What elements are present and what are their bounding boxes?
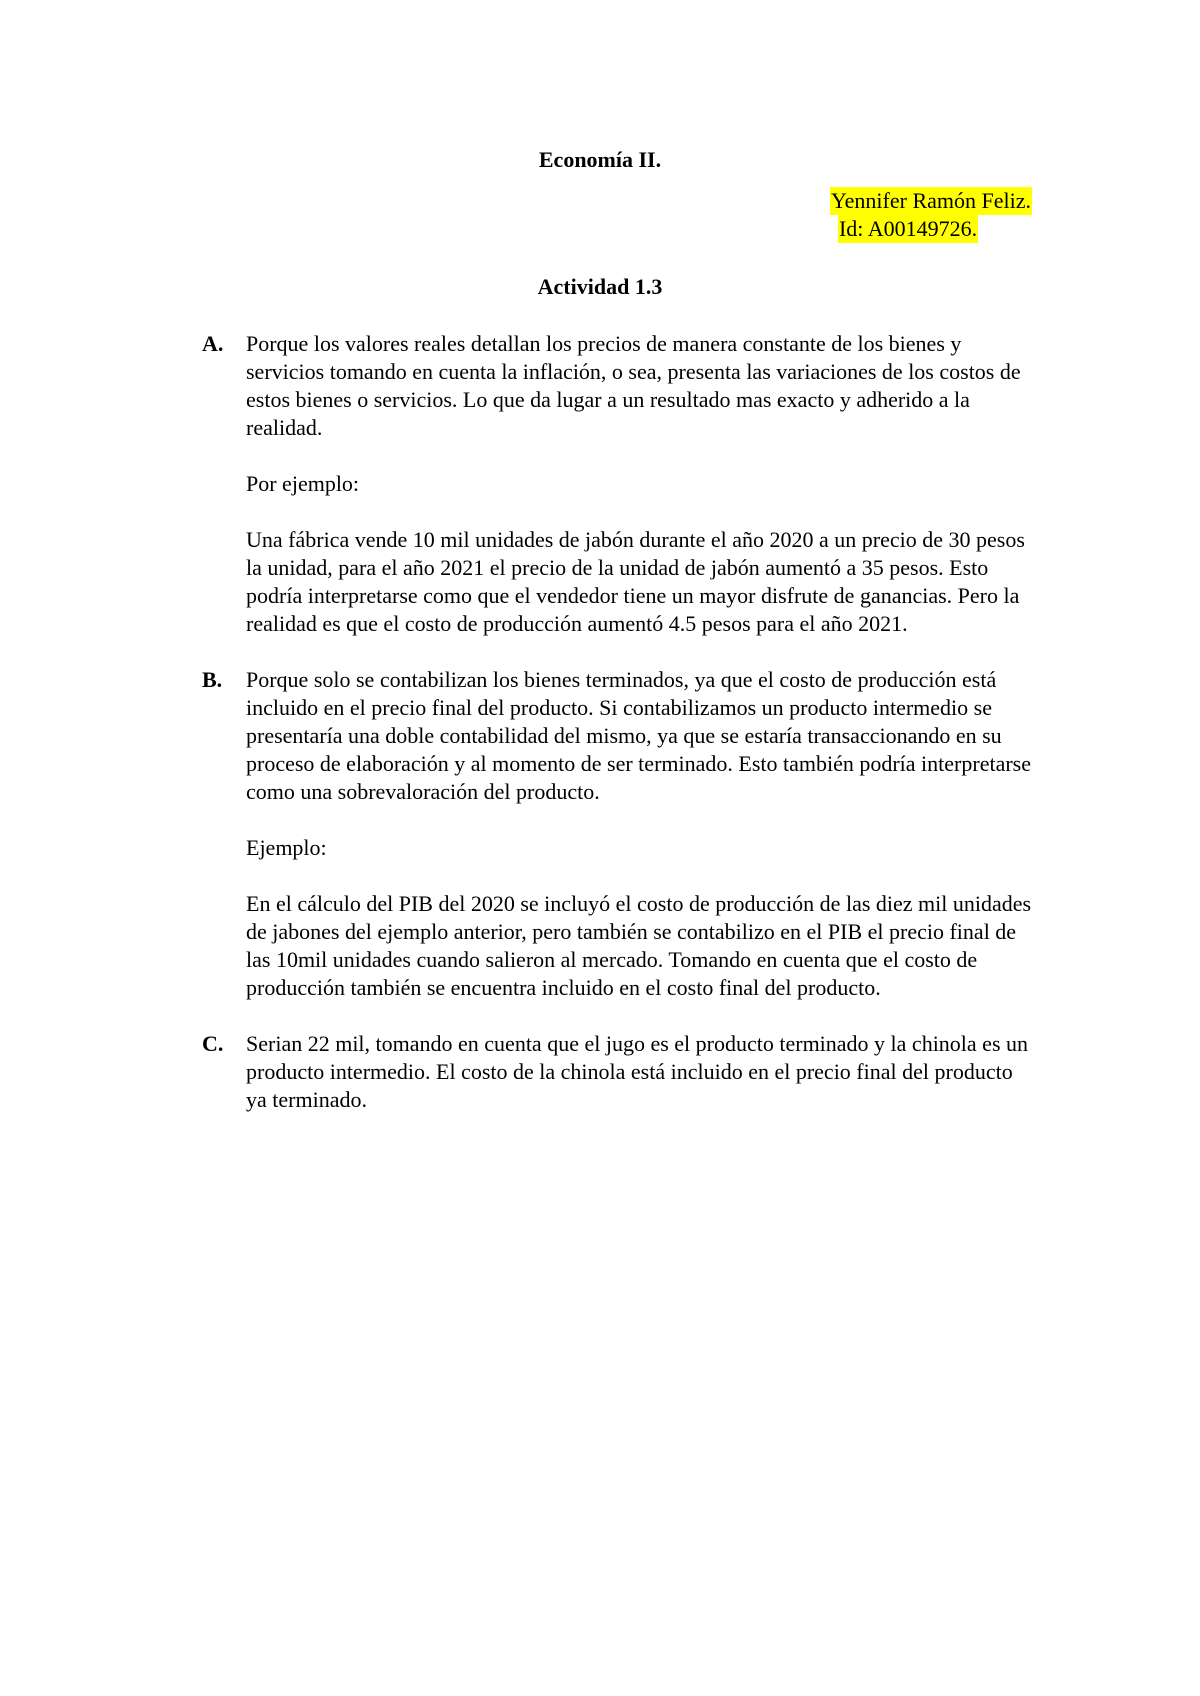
answer-letter: A. [202,331,224,356]
author-id-line [830,215,1032,243]
author-name-line [830,187,1032,215]
course-title: Economía II. [538,147,662,172]
answer-body [246,666,1036,1002]
example-heading: Ejemplo: [246,835,327,860]
answer-body [246,1030,1036,1114]
answer-paragraph: Porque solo se contabilizan los bienes terminados, ya que el costo de producción está incluido en el precio final del producto. Si contabilizamos un producto intermedio se presentaría una doble contabilidad del mismo, ya que se estaría transaccionando en su proceso de elaboración y al momento de ser terminado. Esto también podría interpretarse como una sobrevaloración del producto. [246,667,1031,804]
example-paragraph: Una fábrica vende 10 mil unidades de jabón durante el año 2020 a un precio de 30 pesos la unidad, para el año 2021 el precio de la unidad de jabón aumentó a 35 pesos. Esto podría interpretarse como que el vendedor tiene un mayor disfrute de ganancias. Pero la realidad es que el costo de producción aumentó 4.5 pesos para el año 2021. [246,527,1025,636]
answer-paragraph: Serian 22 mil, tomando en cuenta que el jugo es el producto terminado y la chinola es un producto intermedio. El costo de la chinola está incluido en el precio final del producto ya terminado. [246,1031,1029,1112]
answers-list [202,330,1036,1142]
answer-letter: C. [202,1031,224,1056]
author-name: Yennifer Ramón Feliz. [830,188,1031,213]
author-block [830,187,1032,243]
answer-paragraph: Porque los valores reales detallan los precios de manera constante de los bienes y servicios tomando en cuenta la inflación, o sea, presenta las variaciones de los costos de estos bienes o servicios. Lo que da lugar a un resultado mas exacto y adherido a la realidad. [246,331,1021,440]
answer-item-a [202,330,1036,638]
author-id: Id: A00149726. [838,216,978,241]
example-heading: Por ejemplo: [246,471,360,496]
answer-item-c [202,1030,1036,1114]
answer-item-b [202,666,1036,1002]
answer-letter: B. [202,667,223,692]
activity-title: Actividad 1.3 [537,274,663,299]
example-paragraph: En el cálculo del PIB del 2020 se incluyó el costo de producción de las diez mil unidades de jabones del ejemplo anterior, pero también se contabilizo en el PIB el precio final de las 10mil unidades cuando salieron al mercado. Tomando en cuenta que el costo de producción también se encuentra incluido en el costo final del producto. [246,891,1032,1000]
answer-body [246,330,1036,638]
